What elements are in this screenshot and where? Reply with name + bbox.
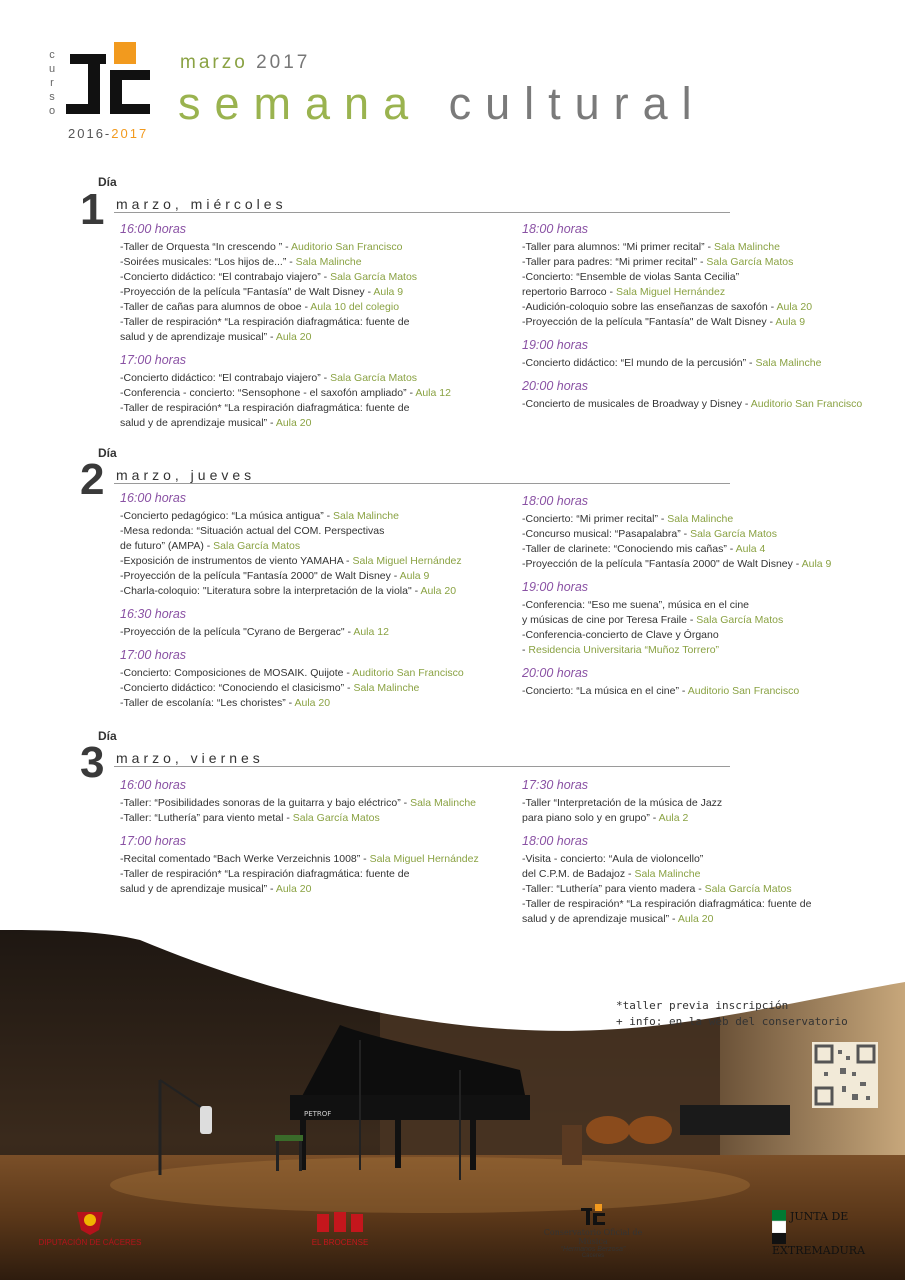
event-item: salud y de aprendizaje musical” - Aula 20 (120, 883, 312, 895)
event-item: -Taller de respiración* “La respiración diafragmática: fuente de (522, 898, 812, 910)
event-item: -Proyección de la película "Fantasía 2000" de Walt Disney - Aula 9 (120, 570, 430, 582)
slot (120, 222, 510, 345)
slot (522, 666, 892, 699)
event-item: -Concierto de musicales de Broadway y Disney - Auditorio San Francisco (522, 398, 863, 410)
slot-time: 17:00 horas (120, 834, 187, 848)
event-location: Aula 9 (373, 286, 404, 298)
event-location: Sala Malinche (667, 513, 734, 525)
event-location: Sala Malinche (713, 241, 780, 253)
event-item: -Taller para padres: “Mi primer recital” - Sala García Matos (522, 256, 794, 268)
event-item: -Charla-coloquio: "Literatura sobre la interpretación de la viola" - Aula 20 (120, 585, 457, 597)
event-item: -Taller de respiración* “La respiración diafragmática: fuente de (120, 402, 410, 414)
event-location: Aula 12 (353, 626, 389, 638)
event-item: -Audición-coloquio sobre las enseñanzas de saxofón - Aula 20 (522, 301, 813, 313)
diputacion-logo (73, 1208, 107, 1236)
day-1-number: 1 (80, 185, 105, 234)
slot-time: 18:00 horas (522, 222, 589, 236)
slot (522, 222, 892, 330)
slot (522, 494, 892, 572)
event-item: -Concierto didáctico: “El mundo de la percusión” - Sala Malinche (522, 357, 822, 369)
day-1-dia: Día (98, 175, 117, 189)
day-2-number: 2 (80, 455, 105, 504)
event-item: - Residencia Universitaria “Muñoz Torrero” (522, 644, 720, 656)
event-location: Aula 9 (801, 558, 832, 570)
slot (120, 648, 520, 711)
event-item: -Taller de clarinete: “Conociendo mis cañas” - Aula 4 (522, 543, 766, 555)
event-location: Aula 4 (735, 543, 766, 555)
diputacion-label: DIPUTACIÓN DE CÁCERES (38, 1238, 142, 1247)
day-1-label: marzo, miércoles (116, 196, 287, 212)
junta-label-1: JUNTA DE (790, 1210, 849, 1223)
day-3-left-column (120, 778, 520, 897)
slot (522, 834, 892, 927)
conservatorio-label: Conservatorio Oficial de Música (543, 1228, 643, 1246)
event-location: Sala García Matos (330, 271, 418, 283)
event-item: -Conferencia-concierto de Clave y Órgano (522, 629, 719, 641)
event-item: -Recital comentado “Bach Werke Verzeichnis 1008” - Sala Miguel Hernández (120, 853, 479, 865)
event-location: Auditorio San Francisco (750, 398, 863, 410)
event-item: salud y de aprendizaje musical” - Aula 20 (120, 417, 312, 429)
event-location: Aula 20 (776, 301, 813, 313)
slot-time: 18:00 horas (522, 834, 589, 848)
event-location: Sala Malinche (755, 357, 822, 369)
event-item: -Concurso musical: “Pasapalabra” - Sala García Matos (522, 528, 778, 540)
curso-vertical-label: curso (48, 49, 58, 117)
event-location: Auditorio San Francisco (291, 241, 403, 253)
event-location: Sala García Matos (690, 528, 778, 540)
event-item: -Proyección de la película "Cyrano de Bergerac" - Aula 12 (120, 626, 389, 638)
junta-flag (772, 1210, 786, 1244)
day-1-right-column (522, 222, 892, 412)
slot-time: 16:00 horas (120, 222, 187, 236)
event-item: -Proyección de la película "Fantasía 2000" de Walt Disney - Aula 9 (522, 558, 832, 570)
conservatorio-sub: “Hermanos Berzosa” (560, 1246, 626, 1253)
event-item: -Concierto pedagógico: “La música antigua” - Sala Malinche (120, 510, 399, 522)
event-location: Sala García Matos (330, 372, 418, 384)
event-location: Aula 10 del colegio (310, 301, 400, 313)
slot (120, 353, 510, 431)
event-item: para piano solo y en grupo” - Aula 2 (522, 812, 689, 824)
month-label: marzo (180, 52, 248, 73)
event-item: -Concierto didáctico: “El contrabajo viajero” - Sala García Matos (120, 372, 418, 384)
slot-time: 19:00 horas (522, 338, 589, 352)
slot-time: 19:00 horas (522, 580, 589, 594)
day-2-dia: Día (98, 446, 117, 460)
piano-brand: PETROF (304, 1110, 332, 1118)
title-word-2: cultural (448, 78, 706, 129)
slot (522, 379, 892, 412)
event-location: Sala García Matos (696, 614, 784, 626)
event-item: del C.P.M. de Badajoz - Sala Malinche (522, 868, 701, 880)
day-2-right-column (522, 494, 892, 699)
event-item: -Taller para alumnos: “Mi primer recital” - Sala Malinche (522, 241, 780, 253)
note-info: + info: en la web del conservatorio (616, 1015, 848, 1028)
event-item: -Taller de Orquesta “In crescendo ” - Auditorio San Francisco (120, 241, 403, 253)
event-location: Aula 20 (275, 417, 312, 429)
course-years (68, 126, 148, 141)
junta-label-2: EXTREMADURA (772, 1244, 866, 1257)
event-location: Aula 20 (294, 697, 331, 709)
note-registration: *taller previa inscripción (616, 999, 789, 1012)
event-location: Sala Malinche (295, 256, 362, 268)
event-item: -Taller de respiración* “La respiración diafragmática: fuente de (120, 316, 410, 328)
slot-time: 16:00 horas (120, 778, 187, 792)
event-item: -Concierto: “Ensemble de violas Santa Cecilia” (522, 271, 740, 283)
event-item: repertorio Barroco - Sala Miguel Hernández (522, 286, 726, 298)
slot-time: 18:00 horas (522, 494, 589, 508)
slot-time: 17:30 horas (522, 778, 589, 792)
slot (120, 834, 520, 897)
day-2-divider (114, 483, 730, 484)
slot-time: 20:00 horas (522, 379, 589, 393)
event-item: -Mesa redonda: “Situación actual del COM. Perspectivas (120, 525, 385, 537)
event-item: -Conferencia - concierto: “Sensophone - el saxofón ampliado” - Aula 12 (120, 387, 451, 399)
event-location: Aula 9 (399, 570, 430, 582)
event-item: -Visita - concierto: “Aula de violoncello” (522, 853, 704, 865)
event-location: Sala García Matos (213, 540, 301, 552)
day-3-label: marzo, viernes (116, 750, 264, 766)
event-location: Aula 20 (677, 913, 714, 925)
day-3-dia: Día (98, 729, 117, 743)
brocense-logo (315, 1210, 365, 1236)
event-location: Sala Malinche (353, 682, 420, 694)
event-item: -Taller: “Luthería” para viento madera - Sala García Matos (522, 883, 792, 895)
event-location: Sala Malinche (634, 868, 701, 880)
event-item: -Concierto: “Mi primer recital” - Sala Malinche (522, 513, 734, 525)
title-word-1: semana (178, 78, 423, 129)
slot (522, 338, 892, 371)
event-item: -Taller de escolanía: “Les choristes” - Aula 20 (120, 697, 331, 709)
event-item: -Proyección de la película "Fantasía" de Walt Disney - Aula 9 (522, 316, 806, 328)
brocense-label: EL BROCENSE (311, 1238, 369, 1247)
event-item: -Taller: “Posibilidades sonoras de la guitarra y bajo eléctrico” - Sala Malinche (120, 797, 477, 809)
sponsor-brocense (300, 1210, 380, 1247)
conservatorio-small-logo (579, 1204, 607, 1226)
event-location: Sala García Matos (704, 883, 792, 895)
event-location: Sala García Matos (706, 256, 794, 268)
day-3-divider (114, 766, 730, 767)
day-3-number: 3 (80, 738, 105, 787)
event-location: Aula 20 (275, 883, 312, 895)
event-location: Aula 2 (658, 812, 689, 824)
event-location: Auditorio San Francisco (352, 667, 464, 679)
conservatorio-city: Cáceres (581, 1253, 605, 1259)
event-location: Aula 12 (415, 387, 451, 399)
slot-time: 16:00 horas (120, 491, 187, 505)
month-year (180, 52, 310, 74)
event-item: y músicas de cine por Teresa Fraile - Sala García Matos (522, 614, 784, 626)
qr-code (812, 1042, 878, 1108)
event-location: Sala Malinche (410, 797, 477, 809)
event-location: Sala García Matos (292, 812, 380, 824)
event-item: -Concierto didáctico: “El contrabajo viajero” - Sala García Matos (120, 271, 418, 283)
event-item: -Taller: “Luthería” para viento metal - Sala García Matos (120, 812, 380, 824)
event-item: -Exposición de instrumentos de viento YAMAHA - Sala Miguel Hernández (120, 555, 462, 567)
page-title (178, 78, 706, 130)
event-location: Sala Miguel Hernández (369, 853, 479, 865)
event-item: -Conferencia: “Eso me suena”, música en el cine (522, 599, 750, 611)
event-location: Sala Miguel Hernández (615, 286, 726, 298)
slot (120, 778, 520, 826)
event-item: de futuro” (AMPA) - Sala García Matos (120, 540, 301, 552)
event-location: Sala Miguel Hernández (352, 555, 462, 567)
event-item: -Taller de respiración* “La respiración diafragmática: fuente de (120, 868, 410, 880)
years-end: 2017 (111, 126, 149, 141)
conservatory-logo (66, 42, 152, 120)
event-item: -Concierto didáctico: “Conociendo el clasicismo” - Sala Malinche (120, 682, 420, 694)
event-location: Aula 20 (420, 585, 457, 597)
slot-time: 20:00 horas (522, 666, 589, 680)
event-location: Residencia Universitaria “Muñoz Torrero” (528, 644, 720, 656)
slot (120, 491, 520, 599)
year-label: 2017 (256, 52, 311, 73)
sponsor-conservatorio (528, 1204, 658, 1259)
event-location: Aula 20 (275, 331, 312, 343)
event-item: -Concierto: “La música en el cine” - Auditorio San Francisco (522, 685, 800, 697)
day-2-left-column (120, 491, 520, 711)
footnotes (616, 998, 848, 1030)
event-item: -Taller de cañas para alumnos de oboe - Aula 10 del colegio (120, 301, 400, 313)
event-item: -Taller “Interpretación de la música de Jazz (522, 797, 723, 809)
event-item: -Concierto: Composiciones de MOSAIK. Quijote - Auditorio San Francisco (120, 667, 464, 679)
event-item: -Proyección de la película "Fantasía" de Walt Disney - Aula 9 (120, 286, 404, 298)
event-item: salud y de aprendizaje musical” - Aula 20 (120, 331, 312, 343)
slot-time: 17:00 horas (120, 353, 187, 367)
event-item: -Soirées musicales: “Los hijos de...” - Sala Malinche (120, 256, 362, 268)
slot (522, 778, 892, 826)
slot (120, 607, 520, 640)
event-item: salud y de aprendizaje musical” - Aula 20 (522, 913, 714, 925)
slot-time: 16:30 horas (120, 607, 187, 621)
event-location: Aula 9 (775, 316, 806, 328)
day-1-left-column (120, 222, 510, 431)
event-location: Sala Malinche (333, 510, 399, 522)
sponsor-diputacion (30, 1208, 150, 1247)
sponsor-junta (772, 1210, 882, 1257)
event-location: Auditorio San Francisco (687, 685, 800, 697)
slot-time: 17:00 horas (120, 648, 187, 662)
day-2-label: marzo, jueves (116, 467, 256, 483)
years-start: 2016- (68, 126, 112, 141)
slot (522, 580, 892, 658)
day-1-divider (114, 212, 730, 213)
